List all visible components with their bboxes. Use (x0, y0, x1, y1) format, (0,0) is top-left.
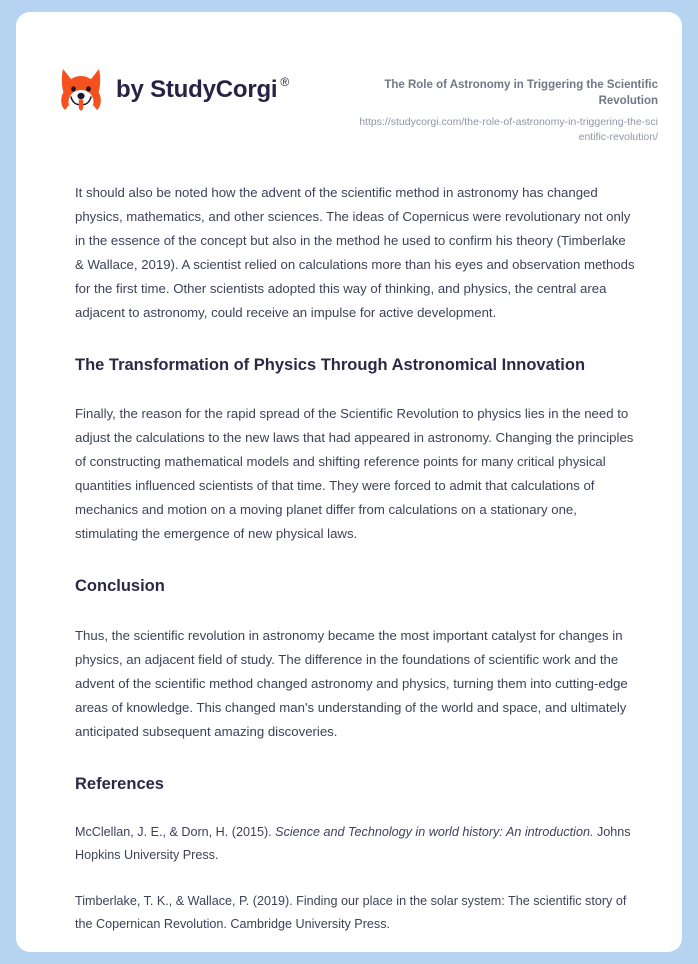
reference-authors-year: McClellan, J. E., & Dorn, H. (2015). (75, 825, 276, 840)
document-page-card (16, 12, 682, 952)
heading-transformation-of-physics: The Transformation of Physics Through Astronomical Innovation (75, 355, 586, 374)
reference-title-italic: Science and Technology in world history: An introduction. (275, 825, 594, 840)
paragraph-conclusion: Thus, the scientific revolution in astronomy became the most important catalyst for changes in physics, an adjacent field of study. The difference in the foundations of scientific work and the advent of the scientific method changed astronomy and physics, turning them into cutting-edge areas of knowledge. This changed man's understanding of the world and space, and ultimately anticipated subsequent amazing discoveries. (75, 627, 628, 739)
reference-publisher: Johns Hopkins University Press. (75, 825, 631, 863)
header-meta (358, 62, 658, 145)
document-source-url[interactable]: https://studycorgi.com/the-role-of-astronomy-in-triggering-the-scientific-revolution/ (359, 115, 658, 143)
reference-item (75, 821, 635, 868)
heading-conclusion: Conclusion (75, 577, 165, 596)
document-title: The Role of Astronomy in Triggering the Scientific Revolution (384, 79, 658, 107)
corgi-head-icon (58, 66, 104, 114)
paragraph-transformation: Finally, the reason for the rapid spread of the Scientific Revolution to physics lies in the need to adjust the calculations to the new laws that had appeared in astronomy. Changing the principles of constructing mathematical models and shifting reference points for many critical physical quantities influenced scientists of that time. They were forced to admit that calculations of mechanics and motion on a moving planet differ from calculations on a stationary one, stimulating the emergence of new physical laws. (75, 406, 634, 542)
wordmark-text: by StudyCorgi (116, 76, 278, 103)
reference-list (75, 821, 635, 936)
document-header (16, 12, 682, 145)
studycorgi-brand[interactable] (58, 62, 289, 114)
document-body (16, 145, 682, 937)
paragraph-intro: It should also be noted how the advent of the scientific method in astronomy has changed physics, mathematics, and other sciences. The ideas of Copernicus were revolutionary not only in the essence of the concept but also in the method he used to confirm his theory (Timberlake & Wallace, 2019). A scientist relied on calculations more than his eyes and observation methods for the first time. Other scientists adopted this way of thinking, and physics, the central area adjacent to astronomy, could receive an impulse for active development. (75, 184, 635, 320)
heading-references: References (75, 774, 164, 793)
reference-item: Timberlake, T. K., & Wallace, P. (2019). Finding our place in the solar system: The scientific story of the Copernican Revolution. Cambridge University Press. (75, 893, 627, 931)
registered-trademark-icon: ® (280, 75, 290, 89)
studycorgi-wordmark (116, 76, 289, 104)
